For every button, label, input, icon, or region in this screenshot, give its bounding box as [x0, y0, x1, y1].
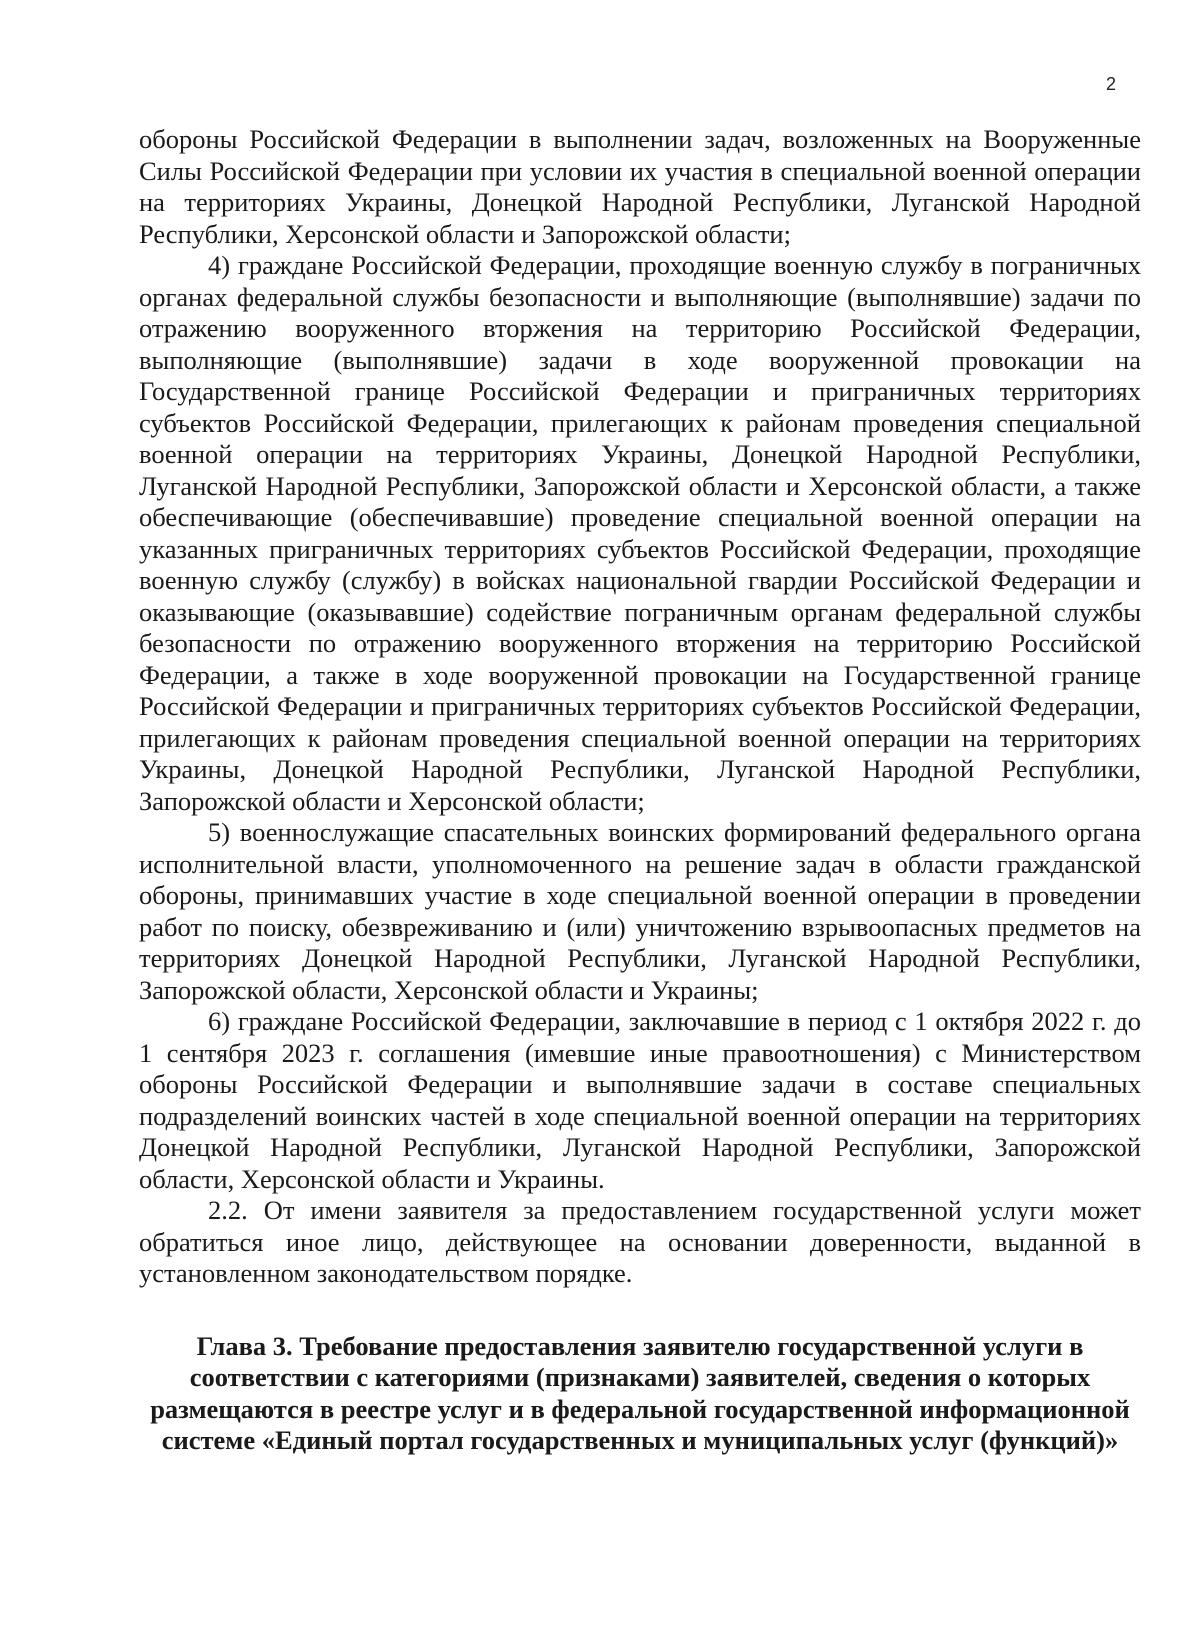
paragraph-item-5: 5) военнослужащие спасательных воинских формирований федерального органа исполнительной власти, уполномоченного на решение задач в области гражданской обороны, принимавших участие в ходе специальной военной операции в проведении работ по поиску, обезвреживанию и (или) уничтожению взрывоопасных предметов на территориях Донецкой Народной Республики, Луганской Народной Республики, Запорожской области, Херсонской области и Украины;: [139, 817, 1141, 1005]
chapter-3-title: Глава 3. Требование предоставления заявителю государственной услуги в соответствии с категориями (признаками) заявителей, сведения о которых размещаются в реестре услуг и в федеральной государственной информационной системе «Единый портал государственных и муниципальных услуг (функций)»: [150, 1330, 1130, 1455]
page-number: 2: [1105, 74, 1116, 94]
document-body: [139, 124, 1141, 1457]
paragraph-item-6: 6) граждане Российской Федерации, заключавшие в период с 1 октября 2022 г. до 1 сентября 2023 г. соглашения (имевшие иные правоотношения) с Министерством обороны Российской Федерации и выполнявшие задачи в составе специальных подразделений воинских частей в ходе специальной военной операции на территориях Донецкой Народной Республики, Луганской Народной Республики, Запорожской области, Херсонской области и Украины.: [139, 1006, 1141, 1194]
paragraph-item-4: 4) граждане Российской Федерации, проходящие военную службу в пограничных органах федеральной службы безопасности и выполняющие (выполнявшие) задачи по отражению вооруженного вторжения на территорию Российской Федерации, выполняющие (выполнявшие) задачи в ходе вооруженной провокации на Государственной границе Российской Федерации и приграничных территориях субъектов Российской Федерации, прилегающих к районам проведения специальной военной операции на территориях Украины, Донецкой Народной Республики, Луганской Народной Республики, Запорожской области и Херсонской области, а также обеспечивающие (обеспечивавшие) проведение специальной военной операции на указанных приграничных территориях субъектов Российской Федерации, проходящие военную службу (службу) в войсках национальной гвардии Российской Федерации и оказывающие (оказывавшие) содействие пограничным органам федеральной службы безопасности по отражению вооруженного вторжения на территорию Российской Федерации, а также в ходе вооруженной провокации на Государственной границе Российской Федерации и приграничных территориях субъектов Российской Федерации, прилегающих к районам проведения специальной военной операции на территориях Украины, Донецкой Народной Республики, Луганской Народной Республики, Запорожской области и Херсонской области;: [139, 250, 1141, 816]
paragraph-continuation: обороны Российской Федерации в выполнении задач, возложенных на Вооруженные Силы Российской Федерации при условии их участия в специальной военной операции на территориях Украины, Донецкой Народной Республики, Луганской Народной Республики, Херсонской области и Запорожской области;: [139, 124, 1141, 249]
paragraph-2-2: 2.2. От имени заявителя за предоставлением государственной услуги может обратиться иное лицо, действующее на основании доверенности, выданной в установленном законодательством порядке.: [139, 1195, 1141, 1288]
